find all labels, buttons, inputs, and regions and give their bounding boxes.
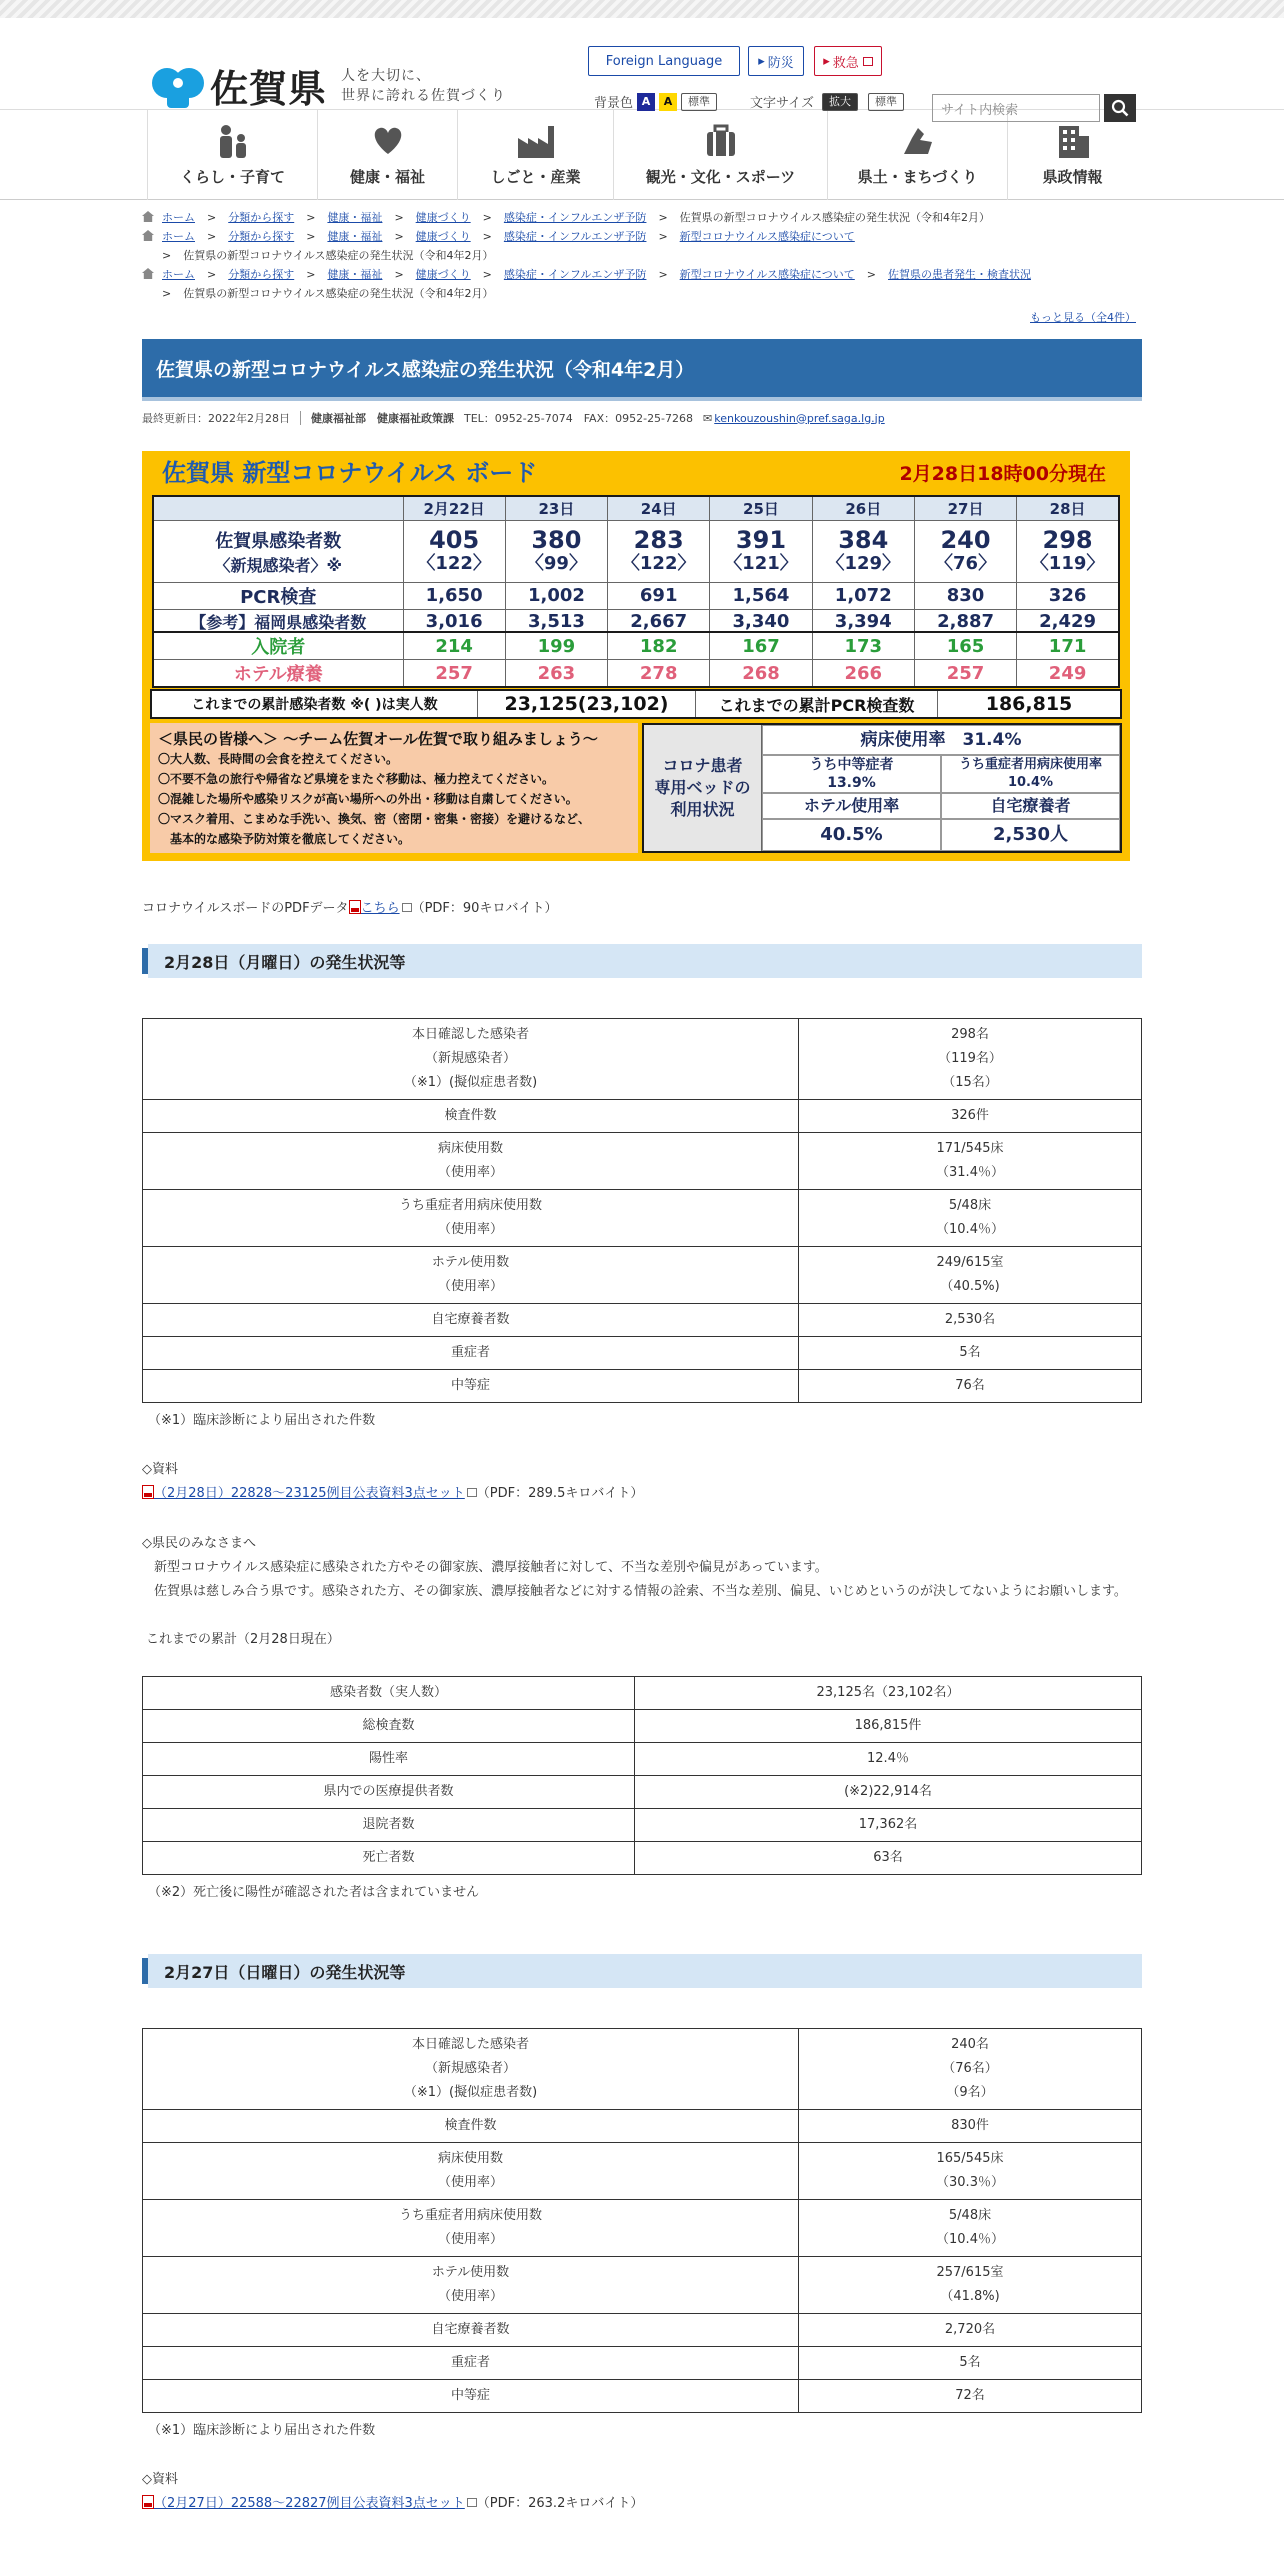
row-value: 171/545床 [936, 1141, 1004, 1156]
font-size-switcher [750, 92, 904, 111]
pdf-size: （PDF：263.2キロバイト） [476, 2496, 644, 2511]
breadcrumb-link[interactable]: 健康づくり [415, 230, 471, 243]
home-icon [142, 268, 154, 279]
row-label: ホテル使用数 [431, 2265, 510, 2280]
site-name: 佐賀県 [210, 66, 328, 111]
department: 健康福祉部 健康福祉政策課 [311, 412, 454, 425]
site-tagline [341, 66, 506, 106]
date-cell: 26日 [812, 496, 914, 520]
notice-item: 〇マスク着用、こまめな手洗い、換気、密（密閉・密集・密接）を避けるなど、 [158, 812, 591, 826]
pcr-value: 1,650 [403, 582, 505, 609]
board-pdf-link[interactable]: こちら [360, 901, 400, 916]
family-icon [213, 124, 253, 158]
new-infected-value: 〈99〉 [525, 553, 587, 574]
row-value: （31.4％） [936, 1165, 1004, 1180]
nav-shigoto[interactable] [457, 110, 613, 200]
breadcrumb-link[interactable]: 健康・福祉 [327, 230, 383, 243]
foreign-language-button[interactable]: Foreign Language [588, 46, 740, 76]
pdf-size: （PDF：289.5キロバイト） [476, 1486, 644, 1501]
row-label: 検査件数 [143, 1100, 799, 1133]
row-value: （76名） [942, 2061, 998, 2076]
table-row [143, 1190, 1142, 1247]
row-label: 自宅療養者数 [143, 2314, 799, 2347]
hotel-label: ホテル療養 [153, 660, 403, 688]
breadcrumb-link[interactable]: 健康づくり [415, 268, 471, 281]
table-footnote: （※1）臨床診断により届出された件数 [148, 1413, 376, 1428]
external-link-icon [863, 57, 873, 66]
bg-blue-button[interactable]: A [637, 93, 655, 111]
pdf-icon [142, 2495, 154, 2509]
row-value: 2,530名 [799, 1304, 1142, 1337]
mail-icon: ✉ [703, 411, 713, 425]
new-infected-value: 〈122〉 [621, 553, 696, 574]
cumulative-infected-label: これまでの累計感染者数 ※( )は実人数 [152, 691, 478, 717]
nav-kenko[interactable] [317, 110, 457, 200]
bed-label-line: 利用状況 [670, 800, 735, 819]
breadcrumb-link[interactable]: 健康づくり [415, 211, 471, 224]
row-label: 退院者数 [143, 1809, 635, 1842]
building-icon [1053, 124, 1093, 158]
pcr-value: 1,564 [710, 582, 812, 609]
row-label: （※1）(擬似症患者数) [403, 1075, 538, 1090]
table-row [143, 1100, 1142, 1133]
board-time: 2月28日18時00分現在 [899, 463, 1106, 485]
search-icon [1111, 99, 1129, 117]
more-breadcrumbs-link[interactable]: もっと見る（全4件） [1030, 311, 1136, 324]
cumulative-table [142, 1676, 1142, 1875]
row-value: 5名 [799, 1337, 1142, 1370]
cumulative-row [150, 689, 1122, 719]
material-line [142, 1482, 1142, 1506]
external-link-icon [467, 1488, 477, 1497]
row-value: (※2)22,914名 [635, 1776, 1142, 1809]
table-row [143, 2380, 1142, 2413]
corona-board [142, 451, 1130, 861]
font-standard-button[interactable]: 標準 [868, 93, 904, 111]
row-label: 県内での医療提供者数 [143, 1776, 635, 1809]
bg-color-label: 背景色 [594, 96, 634, 111]
global-nav [0, 110, 1284, 200]
last-updated: 最終更新日：2022年2月28日 [142, 412, 290, 425]
nav-label: くらし・子育て [179, 167, 285, 186]
pcr-value: 830 [914, 582, 1016, 609]
date-cell: 24日 [608, 496, 710, 520]
cumulative-infected-value: 23,125(23,102) [478, 691, 696, 717]
caret-right-icon: ▸ [758, 53, 765, 69]
row-label: （使用率） [437, 1222, 503, 1237]
page-meta [142, 409, 1142, 427]
row-value: （119名） [938, 1051, 1002, 1066]
pdf-line-text: コロナウイルスボードのPDFデータ [142, 901, 349, 916]
fukuoka-value: 3,016 [403, 609, 505, 634]
breadcrumb-link[interactable]: 新型コロナウイルス感染症について [679, 268, 855, 281]
citizen-notice [150, 723, 638, 853]
row-label: 中等症 [143, 2380, 799, 2413]
table-row [143, 1370, 1142, 1403]
date-cell: 23日 [505, 496, 607, 520]
table-row [143, 1133, 1142, 1190]
pcr-value: 1,072 [812, 582, 914, 609]
table-row [143, 2143, 1142, 2200]
notice-heading: ＜県民の皆様へ＞ ～チーム佐賀オール佐賀で取り組みましょう～ [158, 730, 598, 748]
citizen-paragraph: 佐賀県は慈しみ合う県です。感染された方、その御家族、濃厚接触者などに対する情報の詮索、不当な差別、偏見、いじめというのが決してないようにお願いします。 [154, 1584, 1127, 1599]
board-hospital-table [152, 631, 1120, 688]
row-label: 自宅療養者数 [143, 1304, 799, 1337]
material-pdf-link[interactable]: （2月27日）22588～22827例目公表資料3点セット [154, 2496, 465, 2511]
table-row [143, 1304, 1142, 1337]
row-value: 5/48床 [948, 2208, 992, 2223]
table-row [143, 2110, 1142, 2143]
tagline-line2: 世界に誇れる佐賀づくり [341, 87, 507, 104]
external-link-icon [467, 2498, 477, 2507]
hotel-value: 257 [403, 660, 505, 688]
pcr-value: 326 [1017, 582, 1119, 609]
row-label: 感染者数（実人数） [143, 1677, 635, 1710]
home-care-value: 2,530人 [941, 819, 1120, 851]
nav-kanko[interactable] [613, 110, 827, 200]
table-row [143, 2200, 1142, 2257]
search-input[interactable]: サイト内検索 [932, 94, 1100, 122]
hospitalized-value: 165 [914, 632, 1016, 660]
fukuoka-label: 【参考】福岡県感染者数 [153, 609, 403, 634]
fukuoka-value: 3,513 [505, 609, 607, 634]
bg-yellow-button[interactable]: A [659, 93, 677, 111]
infected-value: 405 [429, 526, 480, 554]
row-label: 検査件数 [143, 2110, 799, 2143]
hotel-value: 249 [1017, 660, 1119, 688]
bed-usage-box [642, 723, 1122, 853]
table-row [143, 1677, 1142, 1710]
breadcrumb-current: 佐賀県の新型コロナウイルス感染症の発生状況（令和4年2月） [183, 287, 494, 300]
bosai-button[interactable] [748, 46, 804, 76]
board-pdf-line [142, 897, 1284, 916]
infected-value: 384 [838, 526, 889, 554]
hotel-value: 257 [914, 660, 1016, 688]
row-value: 5/48床 [948, 1198, 992, 1213]
row-value: 186,815件 [635, 1710, 1142, 1743]
hospitalized-value: 167 [710, 632, 812, 660]
row-value: 2,720名 [799, 2314, 1142, 2347]
row-label: （使用率） [437, 1279, 503, 1294]
fukuoka-value: 2,667 [608, 609, 710, 634]
heart-hands-icon [368, 124, 408, 158]
row-value: 830件 [799, 2110, 1142, 2143]
table-row [143, 2314, 1142, 2347]
row-label: （使用率） [437, 2232, 503, 2247]
row-label: 総検査数 [143, 1710, 635, 1743]
bed-rate: 病床使用率 31.4% [762, 725, 1120, 755]
hotel-rate-label: ホテル使用率 [762, 793, 941, 819]
caret-right-icon: ▸ [823, 53, 830, 69]
row-value: （30.3％） [936, 2175, 1004, 2190]
factory-icon [516, 124, 556, 158]
table-row [143, 1019, 1142, 1100]
saga-logo-icon [152, 64, 204, 108]
new-infected-label: 〈新規感染者〉※ [214, 555, 343, 575]
row-value: （15名） [942, 1075, 998, 1090]
bed-label-line: コロナ患者 [662, 756, 743, 775]
row-label: うち重症者用病床使用数 [398, 1198, 542, 1213]
breadcrumb-current: 佐賀県の新型コロナウイルス感染症の発生状況（令和4年2月） [183, 249, 494, 262]
table-row [143, 2347, 1142, 2380]
table-row [143, 1710, 1142, 1743]
hospitalized-value: 171 [1017, 632, 1119, 660]
table-row [143, 2029, 1142, 2110]
row-value: （10.4％） [936, 1222, 1004, 1237]
breadcrumb-link[interactable]: 健康・福祉 [327, 268, 383, 281]
row-value: 326件 [799, 1100, 1142, 1133]
breadcrumb-current: 佐賀県の新型コロナウイルス感染症の発生状況（令和4年2月） [679, 211, 990, 224]
new-infected-value: 〈129〉 [826, 553, 901, 574]
bosai-label: 防災 [767, 55, 794, 71]
new-infected-value: 〈119〉 [1030, 553, 1105, 574]
breadcrumb-link[interactable]: 佐賀県の患者発生・検査状況 [888, 268, 1031, 281]
moderate-cell [762, 755, 941, 793]
date-cell: 27日 [914, 496, 1016, 520]
breadcrumb-link[interactable]: ホーム [162, 268, 195, 281]
breadcrumb-link[interactable]: 分類から探す [228, 268, 295, 281]
breadcrumb-link[interactable]: ホーム [162, 230, 195, 243]
row-label: 重症者 [143, 2347, 799, 2380]
breadcrumb-link[interactable]: 健康・福祉 [327, 211, 383, 224]
background-color-switcher [594, 92, 717, 111]
search-button[interactable] [1104, 94, 1136, 122]
table-row [143, 1776, 1142, 1809]
nav-kendo[interactable] [827, 110, 1007, 200]
material-heading: ◇資料 [142, 2472, 178, 2487]
breadcrumbs [142, 208, 1142, 325]
hospitalized-value: 199 [505, 632, 607, 660]
cumulative-heading: これまでの累計（2月28日現在） [146, 1632, 340, 1647]
fukuoka-value: 3,394 [812, 609, 914, 634]
font-size-label: 文字サイズ [750, 96, 814, 111]
row-label: 中等症 [143, 1370, 799, 1403]
fukuoka-value: 3,340 [710, 609, 812, 634]
row-label: 死亡者数 [143, 1842, 635, 1875]
new-infected-value: 〈76〉 [935, 553, 997, 574]
row-label: うち重症者用病床使用数 [398, 2208, 542, 2223]
table-row [143, 1842, 1142, 1875]
daily-status-table [142, 2028, 1142, 2413]
new-infected-value: 〈121〉 [724, 553, 798, 574]
infected-value: 391 [735, 526, 787, 554]
bed-label-line: 専用ベッドの [654, 778, 751, 797]
kyukyu-label: 救急 [832, 55, 859, 71]
severe-bed-cell [941, 755, 1120, 793]
breadcrumb-link[interactable]: ホーム [162, 211, 195, 224]
row-value: 249/615室 [936, 1255, 1004, 1270]
pdf-size: （PDF：90キロバイト） [411, 901, 558, 916]
table-row [143, 2257, 1142, 2314]
row-label: （使用率） [437, 2175, 503, 2190]
row-value: （9名） [946, 2085, 994, 2100]
contact-email-link[interactable]: kenkouzoushin@pref.saga.lg.jp [714, 411, 885, 425]
nav-label: 健康・福祉 [349, 167, 425, 186]
pcr-label: PCR検査 [153, 582, 403, 609]
breadcrumb-link[interactable]: 感染症・インフルエンザ予防 [503, 211, 647, 224]
row-label: 重症者 [143, 1337, 799, 1370]
row-label: （使用率） [437, 1165, 503, 1180]
nav-kurashi[interactable] [147, 110, 317, 200]
external-link-icon [402, 903, 412, 912]
row-value: （41.8%) [940, 2289, 1000, 2304]
board-daily-table [152, 495, 1120, 635]
pcr-value: 1,002 [505, 582, 607, 609]
home-care-label: 自宅療養者 [941, 793, 1120, 819]
row-label: 陽性率 [143, 1743, 635, 1776]
section-heading-feb28: 2月28日（月曜日）の発生状況等 [142, 944, 1142, 978]
hand-icon [898, 124, 938, 158]
row-label: （新規感染者） [424, 2061, 516, 2076]
citizen-paragraph: 新型コロナウイルス感染症に感染された方やその御家族、濃厚接触者に対して、不当な差別や偏見があっています。 [154, 1560, 828, 1575]
row-value: 23,125名（23,102名） [635, 1677, 1142, 1710]
table-row [143, 1337, 1142, 1370]
hospitalized-value: 173 [812, 632, 914, 660]
table-footnote: （※1）臨床診断により届出された件数 [148, 2423, 376, 2438]
hotel-value: 278 [608, 660, 710, 688]
hospitalized-label: 入院者 [153, 632, 403, 660]
breadcrumb: ホーム > 分類から探す > 健康・福祉 > 健康づくり > 感染症・インフルエンザ予防 > 佐賀県の新型コロナウイルス感染症の発生状況（令和4年2月） [142, 208, 1142, 227]
row-value: 76名 [799, 1370, 1142, 1403]
nav-label: 県土・まちづくり [857, 167, 978, 186]
row-label: （※1）(擬似症患者数) [403, 2085, 538, 2100]
row-label: 本日確認した感染者 [411, 1027, 529, 1042]
material-line [142, 2492, 1142, 2516]
infected-value: 240 [940, 526, 991, 554]
row-value: 12.4％ [635, 1743, 1142, 1776]
row-value: 298名 [951, 1027, 989, 1042]
breadcrumb-link[interactable]: 感染症・インフルエンザ予防 [503, 230, 647, 243]
site-header [0, 18, 1284, 118]
breadcrumb-link[interactable]: 分類から探す [228, 211, 295, 224]
breadcrumb-link[interactable]: 新型コロナウイルス感染症について [679, 230, 855, 243]
home-icon [142, 230, 154, 241]
breadcrumb: ホーム > 分類から探す > 健康・福祉 > 健康づくり > 感染症・インフルエンザ予防 > 新型コロナウイルス感染症について > 佐賀県の新型コロナウイルス感染症の発生状況（令和4年2月） [142, 227, 1142, 265]
pdf-icon [142, 1485, 154, 1499]
date-cell: 28日 [1017, 496, 1119, 520]
breadcrumb-link[interactable]: 分類から探す [228, 230, 295, 243]
infected-value: 298 [1042, 526, 1093, 554]
pdf-icon [349, 900, 361, 914]
notice-item: 〇大人数、長時間の会食を控えてください。 [158, 752, 399, 766]
infected-value: 380 [531, 526, 582, 554]
row-value: 165/545床 [936, 2151, 1004, 2166]
material-heading: ◇資料 [142, 1462, 178, 1477]
nav-kensei[interactable] [1007, 110, 1137, 200]
row-label: （新規感染者） [424, 1051, 516, 1066]
hotel-rate-value: 40.5% [762, 819, 941, 851]
infected-value: 283 [633, 526, 684, 554]
home-icon [142, 211, 154, 222]
infected-label: 佐賀県感染者数 [215, 530, 342, 552]
row-value: 257/615室 [936, 2265, 1004, 2280]
notice-item: 基本的な感染予防対策を徹底してください。 [158, 832, 411, 846]
material-pdf-link[interactable]: （2月28日）22828～23125例目公表資料3点セット [154, 1486, 465, 1501]
bg-standard-button[interactable]: 標準 [681, 93, 717, 111]
page-title: 佐賀県の新型コロナウイルス感染症の発生状況（令和4年2月） [142, 339, 1142, 401]
cumulative-pcr-value: 186,815 [985, 693, 1073, 715]
date-cell: 2月22日 [403, 496, 505, 520]
row-value: 240名 [951, 2037, 989, 2052]
date-cell: 25日 [710, 496, 812, 520]
row-value: 17,362名 [635, 1809, 1142, 1842]
row-label: （使用率） [437, 2289, 503, 2304]
top-stripe [0, 0, 1284, 18]
font-enlarge-button[interactable]: 拡大 [822, 93, 858, 111]
hotel-value: 268 [710, 660, 812, 688]
notice-item: 〇混雑した場所や感染リスクが高い場所への外出・移動は自粛してください。 [158, 792, 578, 806]
row-value: （10.4％） [936, 2232, 1004, 2247]
table-row [143, 1743, 1142, 1776]
daily-status-table [142, 1018, 1142, 1403]
hotel-value: 266 [812, 660, 914, 688]
cumulative-pcr-label: これまでの累計PCR検査数 [696, 691, 938, 717]
row-value: 72名 [799, 2380, 1142, 2413]
bed-usage-label [644, 725, 762, 851]
hotel-value: 263 [505, 660, 607, 688]
row-label: 病床使用数 [437, 2151, 503, 2166]
luggage-icon [701, 124, 741, 158]
nav-label: しごと・産業 [490, 167, 581, 186]
moderate-value: 13.9% [827, 775, 876, 791]
section-heading-feb27: 2月27日（日曜日）の発生状況等 [142, 1954, 1142, 1988]
row-label: ホテル使用数 [431, 1255, 510, 1270]
cumulative-footnote: （※2）死亡後に陽性が確認された者は含まれていません [148, 1885, 480, 1900]
row-value: 63名 [635, 1842, 1142, 1875]
table-row [143, 1247, 1142, 1304]
hospitalized-value: 214 [403, 632, 505, 660]
board-title: 佐賀県 新型コロナウイルス ボード [162, 459, 538, 487]
row-label: 病床使用数 [437, 1141, 503, 1156]
severe-bed-label: うち重症者用病床使用率 [958, 757, 1102, 772]
nav-label: 県政情報 [1042, 167, 1103, 186]
nav-label: 観光・文化・スポーツ [645, 167, 796, 186]
row-value: （40.5%) [940, 1279, 1000, 1294]
new-infected-value: 〈122〉 [417, 553, 491, 574]
breadcrumb: ホーム > 分類から探す > 健康・福祉 > 健康づくり > 感染症・インフルエンザ予防 > 新型コロナウイルス感染症について > 佐賀県の患者発生・検査状況 > 佐賀県の新型コロナウイルス感染症の発生状況（令和4年2月） [142, 265, 1142, 303]
row-label: 本日確認した感染者 [411, 2037, 529, 2052]
table-row [143, 1809, 1142, 1842]
site-logo[interactable] [152, 58, 506, 113]
contact-tel: TEL：0952-25-7074 FAX：0952-25-7268 [464, 412, 694, 425]
pcr-value: 691 [608, 582, 710, 609]
row-value: 5名 [799, 2347, 1142, 2380]
tagline-line1: 人を大切に、 [341, 67, 432, 84]
severe-bed-value: 10.4% [1007, 775, 1054, 790]
kyukyu-button[interactable] [814, 46, 882, 76]
fukuoka-value: 2,887 [914, 609, 1016, 634]
breadcrumb-link[interactable]: 感染症・インフルエンザ予防 [503, 268, 647, 281]
hospitalized-value: 182 [608, 632, 710, 660]
notice-item: 〇不要不急の旅行や帰省など県境をまたぐ移動は、極力控えてください。 [158, 772, 555, 786]
moderate-label: うち中等症者 [809, 757, 894, 773]
fukuoka-value: 2,429 [1017, 609, 1119, 634]
citizen-heading: ◇県民のみなさまへ [142, 1536, 256, 1551]
